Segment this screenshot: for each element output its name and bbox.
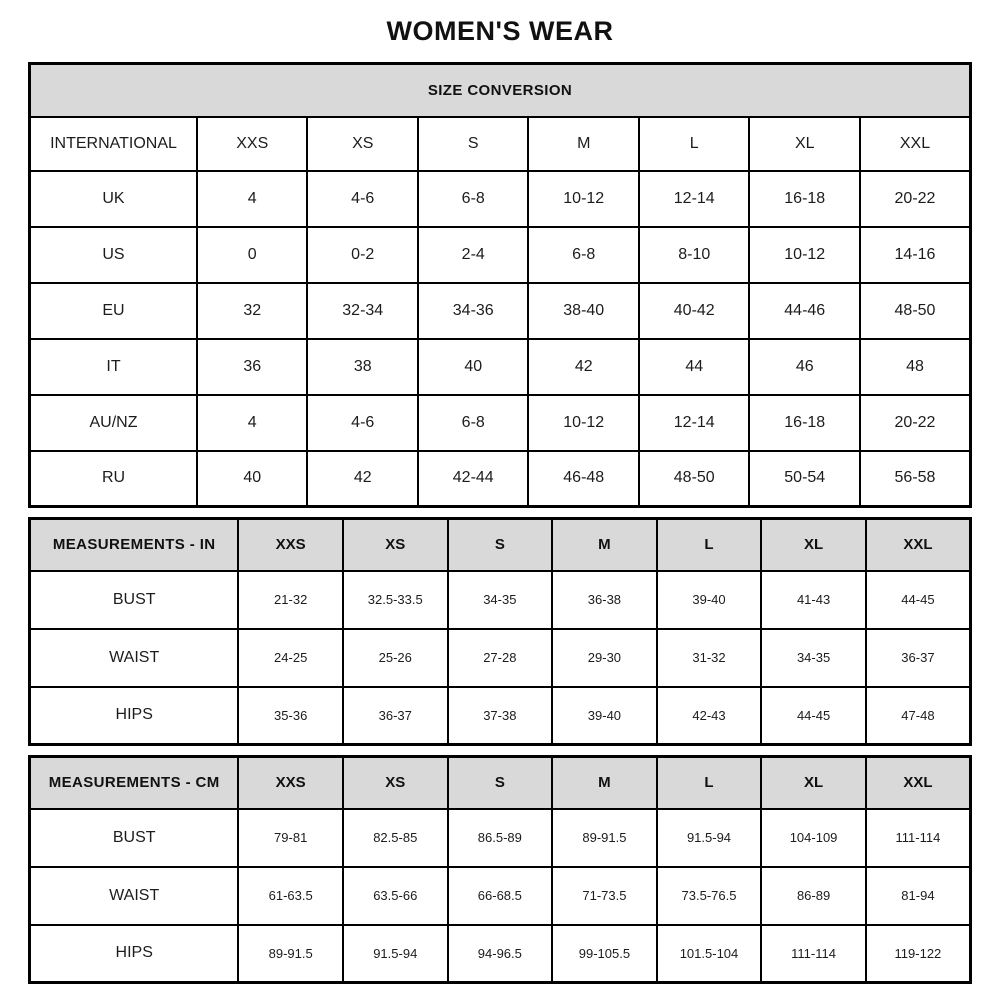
cell: 4-6 (307, 395, 418, 451)
cell: 12-14 (639, 395, 750, 451)
size-header-xxs: XXS (238, 757, 343, 809)
cell: 39-40 (552, 687, 657, 745)
table-header-row (30, 64, 971, 117)
cell: 0 (197, 227, 308, 283)
cell: 6-8 (528, 227, 639, 283)
cell: 16-18 (749, 171, 860, 227)
table-row-ru (30, 451, 971, 507)
cell: 44-45 (761, 687, 866, 745)
row-label: WAIST (30, 867, 239, 925)
cell: 27-28 (448, 629, 553, 687)
cell: 42 (528, 339, 639, 395)
column-header-xs: XS (307, 117, 418, 171)
row-label: HIPS (30, 687, 239, 745)
cell: 40 (197, 451, 308, 507)
cell: 32 (197, 283, 308, 339)
column-header-xxs: XXS (197, 117, 308, 171)
column-header-s: S (418, 117, 529, 171)
table-row-eu (30, 283, 971, 339)
cell: 42-44 (418, 451, 529, 507)
table-row-hips (30, 687, 971, 745)
measurements-in-table (28, 517, 972, 746)
cell: 36 (197, 339, 308, 395)
cell: 89-91.5 (238, 925, 343, 983)
cell: 6-8 (418, 395, 529, 451)
cell: 104-109 (761, 809, 866, 867)
cell: 24-25 (238, 629, 343, 687)
cell: 91.5-94 (343, 925, 448, 983)
cell: 89-91.5 (552, 809, 657, 867)
cell: 99-105.5 (552, 925, 657, 983)
cell: 111-114 (761, 925, 866, 983)
table-row-bust (30, 571, 971, 629)
size-conversion-table (28, 62, 972, 508)
measurements-in-header: MEASUREMENTS - IN (30, 519, 239, 571)
cell: 94-96.5 (448, 925, 553, 983)
cell: 44 (639, 339, 750, 395)
cell: 4 (197, 171, 308, 227)
cell: 34-35 (448, 571, 553, 629)
cell: 46-48 (528, 451, 639, 507)
cell: 48 (860, 339, 971, 395)
cell: 29-30 (552, 629, 657, 687)
cell: 38 (307, 339, 418, 395)
cell: 32.5-33.5 (343, 571, 448, 629)
cell: 71-73.5 (552, 867, 657, 925)
size-header-m: M (552, 519, 657, 571)
cell: 12-14 (639, 171, 750, 227)
cell: 56-58 (860, 451, 971, 507)
row-label: HIPS (30, 925, 239, 983)
row-label: AU/NZ (30, 395, 197, 451)
cell: 42-43 (657, 687, 762, 745)
cell: 46 (749, 339, 860, 395)
cell: 20-22 (860, 395, 971, 451)
size-conversion-header: SIZE CONVERSION (30, 64, 971, 117)
size-header-m: M (552, 757, 657, 809)
size-header-xxl: XXL (866, 519, 971, 571)
row-label: BUST (30, 571, 239, 629)
cell: 82.5-85 (343, 809, 448, 867)
cell: 35-36 (238, 687, 343, 745)
column-header-row (30, 117, 971, 171)
cell: 25-26 (343, 629, 448, 687)
cell: 44-46 (749, 283, 860, 339)
cell: 4-6 (307, 171, 418, 227)
cell: 38-40 (528, 283, 639, 339)
size-header-xs: XS (343, 757, 448, 809)
table-row-bust (30, 809, 971, 867)
cell: 119-122 (866, 925, 971, 983)
cell: 50-54 (749, 451, 860, 507)
row-label: IT (30, 339, 197, 395)
cell: 14-16 (860, 227, 971, 283)
cell: 10-12 (749, 227, 860, 283)
table-row-it (30, 339, 971, 395)
cell: 36-37 (343, 687, 448, 745)
table-row-hips (30, 925, 971, 983)
row-label: US (30, 227, 197, 283)
cell: 10-12 (528, 395, 639, 451)
cell: 79-81 (238, 809, 343, 867)
cell: 4 (197, 395, 308, 451)
cell: 8-10 (639, 227, 750, 283)
cell: 40 (418, 339, 529, 395)
cell: 40-42 (639, 283, 750, 339)
cell: 44-45 (866, 571, 971, 629)
cell: 32-34 (307, 283, 418, 339)
cell: 34-36 (418, 283, 529, 339)
size-header-xxs: XXS (238, 519, 343, 571)
cell: 39-40 (657, 571, 762, 629)
table-row-uk (30, 171, 971, 227)
row-label: UK (30, 171, 197, 227)
size-header-xl: XL (761, 757, 866, 809)
cell: 111-114 (866, 809, 971, 867)
cell: 47-48 (866, 687, 971, 745)
cell: 20-22 (860, 171, 971, 227)
size-header-xl: XL (761, 519, 866, 571)
cell: 101.5-104 (657, 925, 762, 983)
measurements-cm-header: MEASUREMENTS - CM (30, 757, 239, 809)
size-header-l: L (657, 757, 762, 809)
size-header-s: S (448, 757, 553, 809)
column-header-xl: XL (749, 117, 860, 171)
size-header-xs: XS (343, 519, 448, 571)
table-row-us (30, 227, 971, 283)
cell: 37-38 (448, 687, 553, 745)
cell: 81-94 (866, 867, 971, 925)
cell: 91.5-94 (657, 809, 762, 867)
table-row-aunz (30, 395, 971, 451)
row-label: EU (30, 283, 197, 339)
cell: 10-12 (528, 171, 639, 227)
cell: 16-18 (749, 395, 860, 451)
cell: 36-38 (552, 571, 657, 629)
cell: 2-4 (418, 227, 529, 283)
cell: 21-32 (238, 571, 343, 629)
table-row-waist (30, 867, 971, 925)
cell: 6-8 (418, 171, 529, 227)
cell: 61-63.5 (238, 867, 343, 925)
row-label: WAIST (30, 629, 239, 687)
cell: 63.5-66 (343, 867, 448, 925)
table-row-waist (30, 629, 971, 687)
cell: 86.5-89 (448, 809, 553, 867)
size-header-s: S (448, 519, 553, 571)
table-header-row (30, 757, 971, 809)
size-header-xxl: XXL (866, 757, 971, 809)
page-title: WOMEN'S WEAR (386, 16, 614, 46)
cell: 73.5-76.5 (657, 867, 762, 925)
cell: 31-32 (657, 629, 762, 687)
column-header-xxl: XXL (860, 117, 971, 171)
cell: 41-43 (761, 571, 866, 629)
cell: 42 (307, 451, 418, 507)
row-label: RU (30, 451, 197, 507)
column-header-l: L (639, 117, 750, 171)
column-header-international: INTERNATIONAL (30, 117, 197, 171)
column-header-m: M (528, 117, 639, 171)
table-header-row (30, 519, 971, 571)
cell: 34-35 (761, 629, 866, 687)
cell: 48-50 (860, 283, 971, 339)
cell: 36-37 (866, 629, 971, 687)
cell: 86-89 (761, 867, 866, 925)
measurements-cm-table (28, 755, 972, 984)
size-header-l: L (657, 519, 762, 571)
cell: 0-2 (307, 227, 418, 283)
row-label: BUST (30, 809, 239, 867)
cell: 48-50 (639, 451, 750, 507)
cell: 66-68.5 (448, 867, 553, 925)
